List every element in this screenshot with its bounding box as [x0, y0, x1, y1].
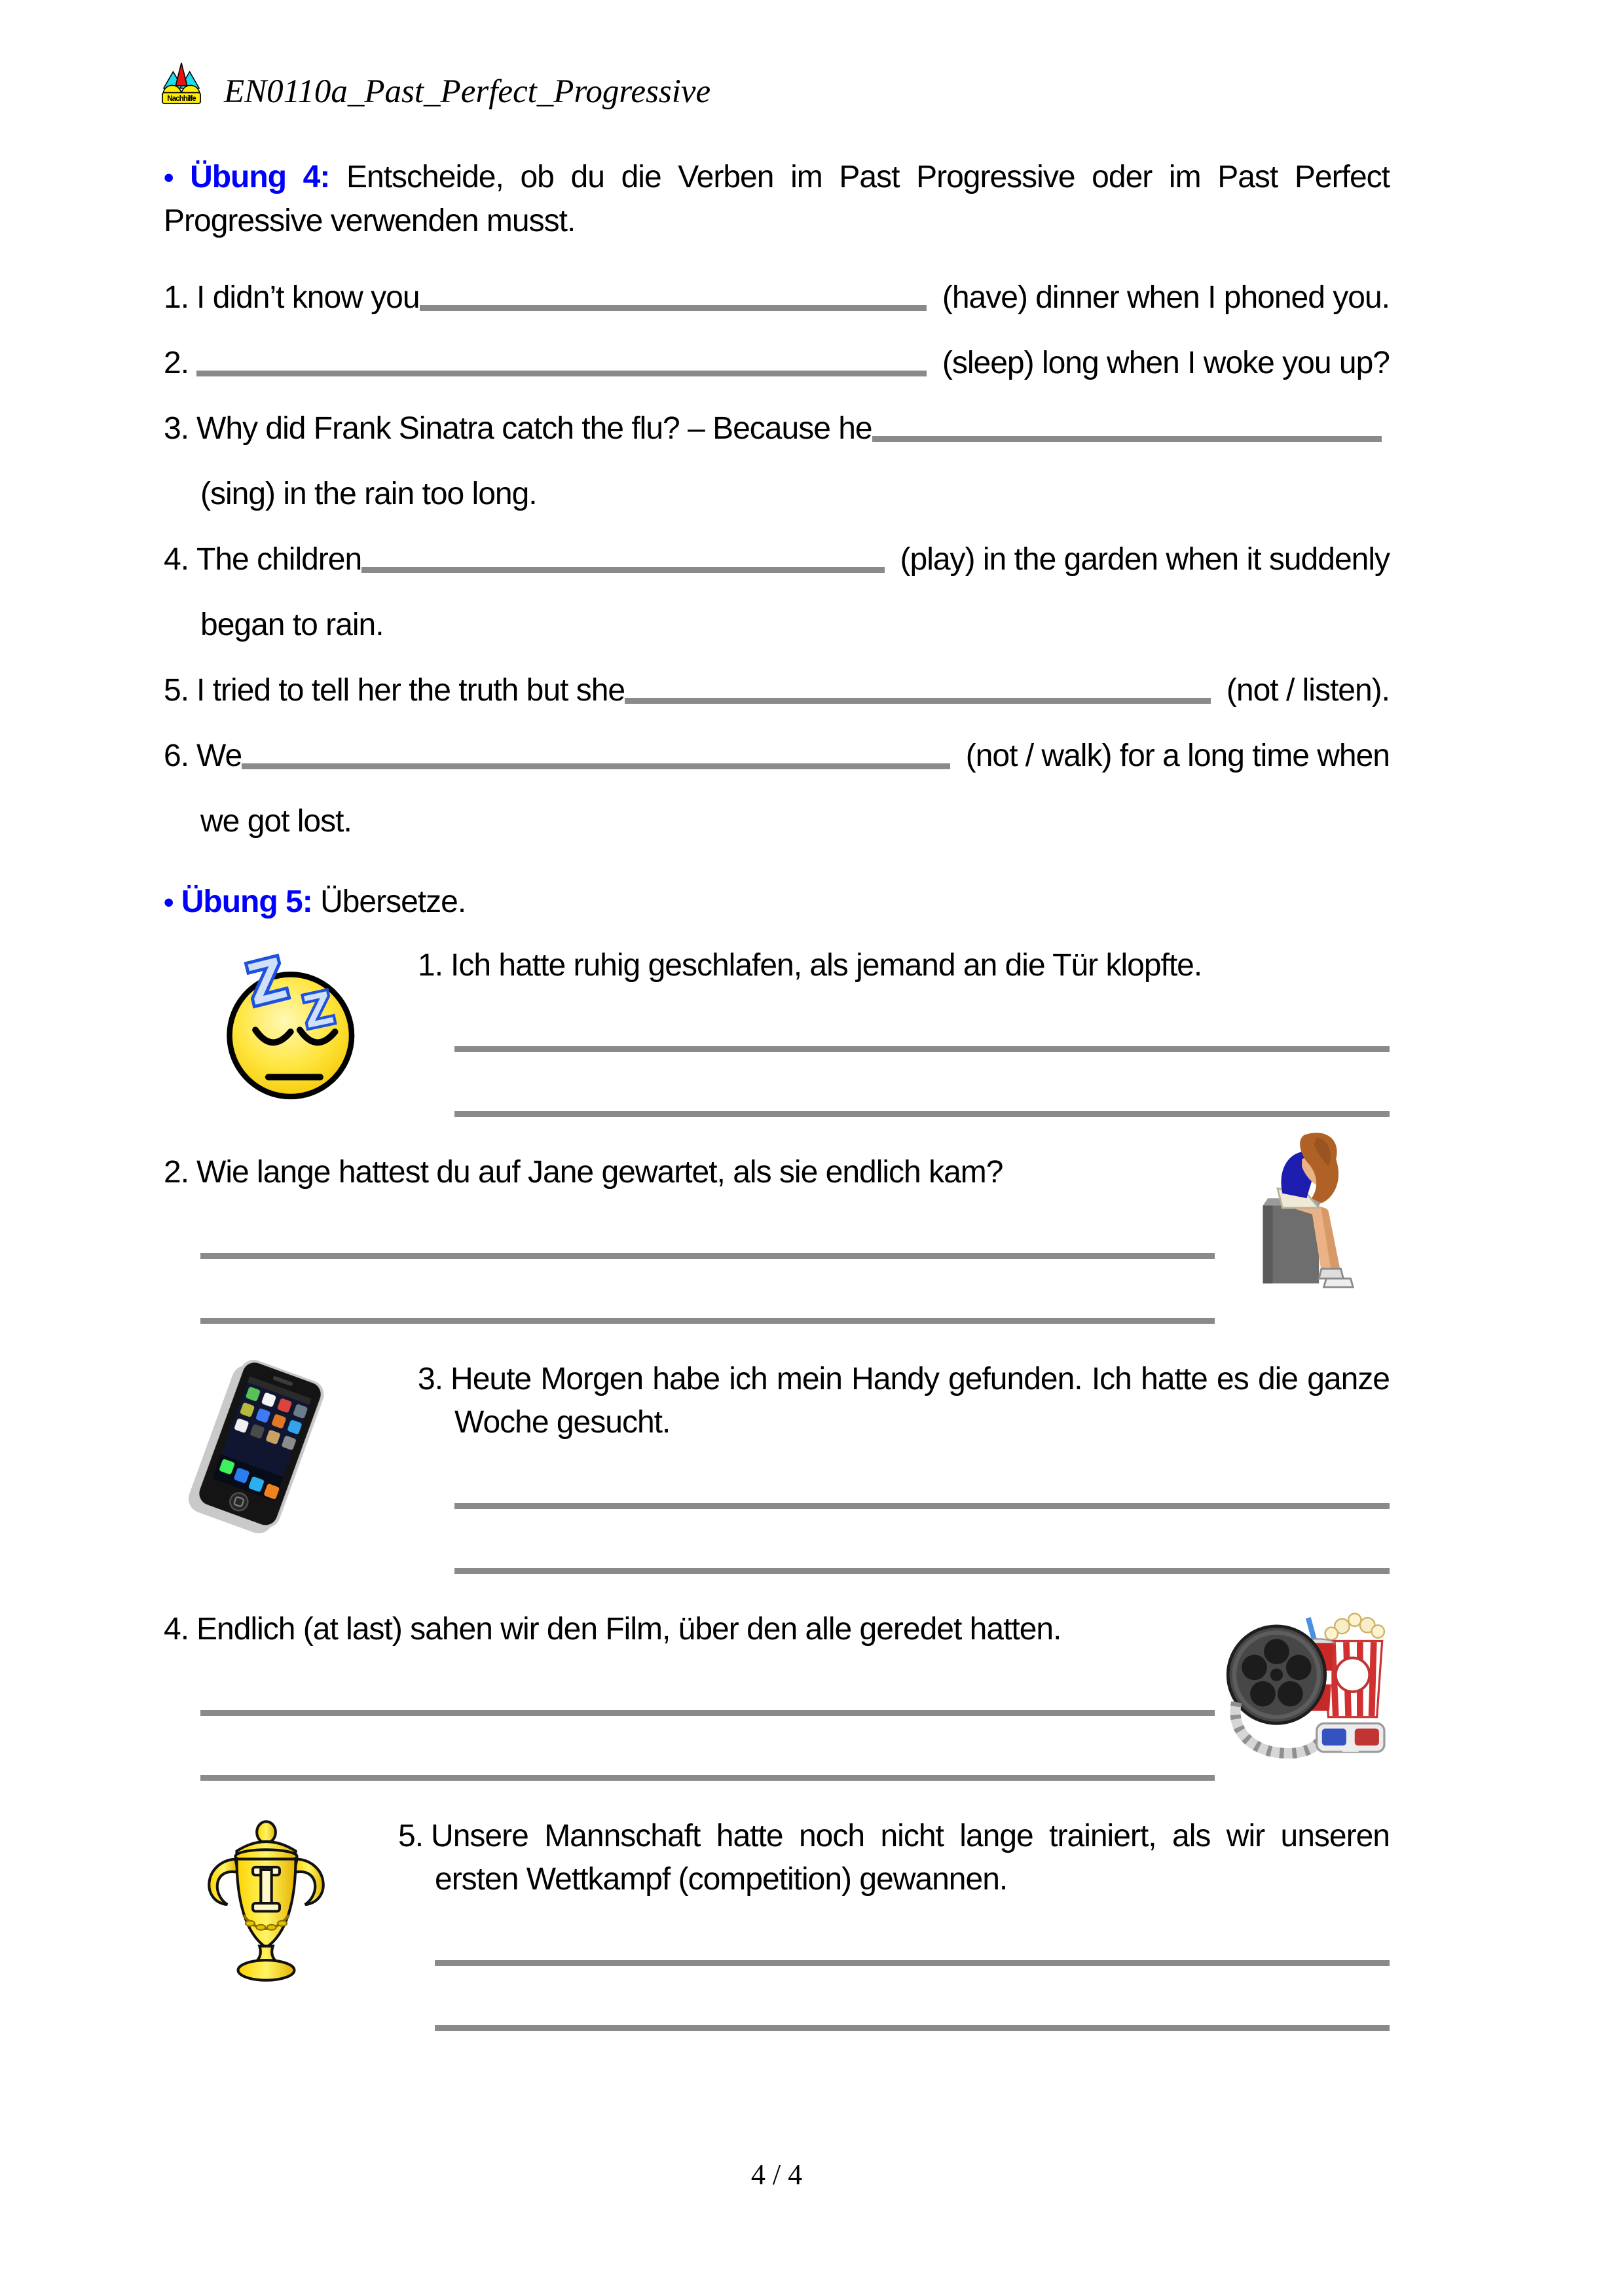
exercise5-item-5: [164, 1815, 1390, 2031]
item-text-continuation: we got lost.: [200, 804, 352, 839]
exercise5-item-1: [164, 944, 1390, 1117]
exercise4-item-1: [164, 265, 1390, 331]
item-number: 3.: [164, 411, 189, 446]
bullet-icon: •: [164, 886, 174, 919]
smartphone-icon: [164, 1358, 418, 1531]
answer-line[interactable]: [200, 1253, 1215, 1259]
svg-text:Z: Z: [299, 981, 337, 1038]
exercise4-item-6: [164, 723, 1390, 854]
translation-prompt: 4. Endlich (at last) sahen wir den Film, über den alle geredet hatten.: [164, 1612, 1061, 1647]
answer-line[interactable]: [454, 1568, 1390, 1574]
translation-prompt: 3. Heute Morgen habe ich mein Handy gefunden. Ich hatte es die ganze Woche gesucht.: [418, 1362, 1390, 1440]
item-text: We: [196, 738, 242, 773]
svg-text:Z: Z: [241, 947, 291, 1018]
worksheet-content: [164, 156, 1390, 2031]
translation-prompt: 1. Ich hatte ruhig geschlafen, als jemand an die Tür klopfte.: [418, 948, 1202, 983]
item-text: (have) dinner when I phoned you.: [942, 280, 1390, 315]
item-number: 4.: [164, 542, 189, 577]
waiting-girl-illustration: [1251, 1127, 1373, 1298]
answer-blank[interactable]: [196, 331, 927, 376]
exercise5-instruction: Übersetze.: [320, 884, 466, 919]
exercise5-section: [164, 881, 1390, 2031]
trophy-icon: [164, 1815, 398, 1990]
answer-blank[interactable]: [242, 723, 950, 769]
exercise4-instruction: Entscheide, ob du die Verben im Past Progressive oder im Past Perfect Progressive verwenden musst.: [164, 160, 1390, 238]
item-text: (sleep) long when I woke you up?: [942, 346, 1390, 380]
item-text-continuation: began to rain.: [200, 608, 384, 642]
exercise4-label: • Übung 4:: [164, 160, 330, 194]
answer-line[interactable]: [200, 1710, 1215, 1716]
exercise4-item-5: [164, 658, 1390, 723]
item-text-continuation: (sing) in the rain too long.: [200, 477, 537, 511]
document-title: EN0110a_Past_Perfect_Progressive: [224, 73, 711, 110]
page-header: [161, 62, 710, 113]
item-text: Why did Frank Sinatra catch the flu? – Because he: [196, 411, 872, 446]
answer-blank[interactable]: [625, 658, 1211, 704]
item-text: I tried to tell her the truth but she: [196, 673, 625, 708]
answer-line[interactable]: [454, 1111, 1390, 1117]
answer-blank[interactable]: [872, 396, 1382, 442]
cinema-popcorn-illustration: [1226, 1592, 1390, 1772]
exercise4-item-3: [164, 396, 1390, 527]
exercise5-heading: [164, 881, 1390, 924]
translation-prompt: 5. Unsere Mannschaft hatte noch nicht lange trainiert, als wir unseren ersten Wettkampf (competition) gewannen.: [398, 1819, 1390, 1897]
exercise4-item-4: [164, 527, 1390, 658]
svg-text:Nachhilfe: Nachhilfe: [167, 94, 196, 103]
item-number: 2.: [164, 346, 189, 380]
answer-line[interactable]: [200, 1775, 1215, 1781]
exercise5-item-3: [164, 1358, 1390, 1574]
exercise5-item-2: [164, 1151, 1390, 1324]
answer-line[interactable]: [454, 1046, 1390, 1052]
item-text: I didn’t know you: [196, 280, 420, 315]
sleeping-emoji-icon: [164, 944, 418, 1109]
exercise4-item-2: [164, 331, 1390, 396]
item-number: 6.: [164, 738, 189, 773]
exercise4-item-list: [164, 265, 1390, 854]
item-number: 5.: [164, 673, 189, 708]
exercise5-item-4: [164, 1608, 1390, 1781]
answer-line[interactable]: [200, 1318, 1215, 1324]
bullet-icon: •: [164, 162, 174, 194]
answer-line[interactable]: [454, 1503, 1390, 1509]
item-text: (not / walk) for a long time when: [965, 738, 1390, 773]
answer-line[interactable]: [435, 1960, 1390, 1966]
item-text: (play) in the garden when it suddenly: [900, 542, 1390, 577]
answer-line[interactable]: [435, 2025, 1390, 2031]
page-number: 4 / 4: [750, 2159, 803, 2191]
item-number: 1.: [164, 280, 189, 315]
item-text: (not / listen).: [1226, 673, 1390, 708]
nachhilfe-logo-icon: [161, 62, 202, 113]
exercise4-heading: [164, 156, 1390, 243]
answer-blank[interactable]: [361, 527, 884, 573]
translation-prompt: 2. Wie lange hattest du auf Jane gewartet, als sie endlich kam?: [164, 1155, 1003, 1190]
answer-blank[interactable]: [420, 265, 927, 311]
exercise5-label: • Übung 5:: [164, 884, 312, 919]
item-text: The children: [196, 542, 362, 577]
